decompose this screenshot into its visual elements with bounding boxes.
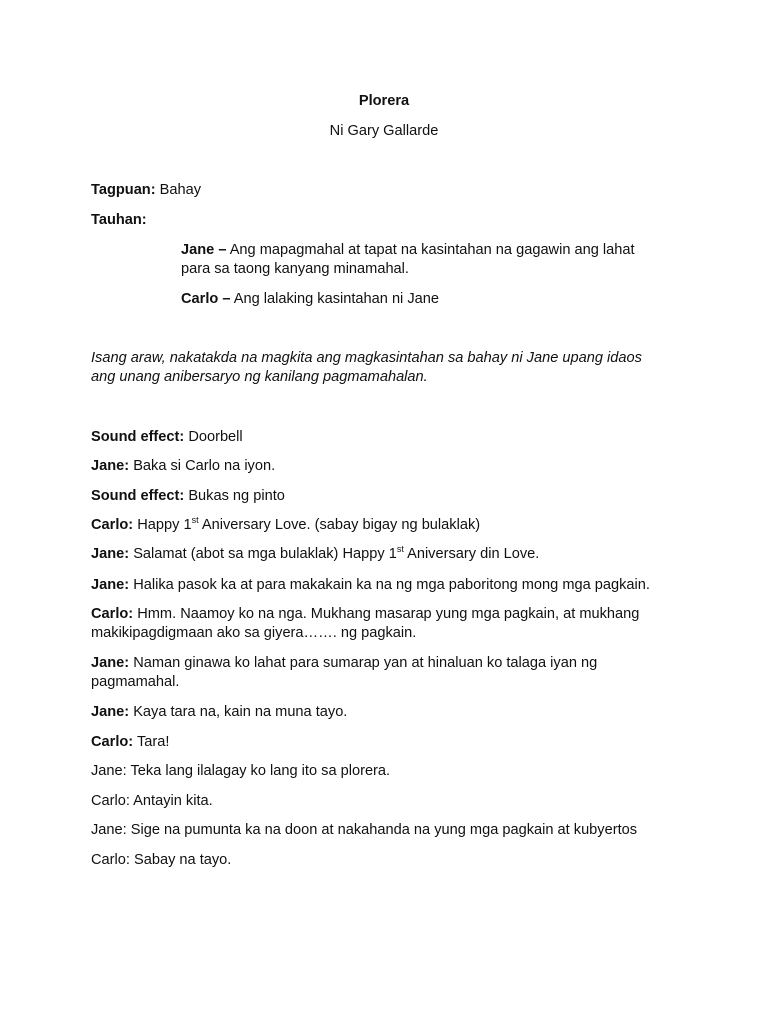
character-name: Jane – bbox=[181, 242, 227, 258]
dialogue-line: Jane: Sige na pumunta ka na doon at nakahanda na yung mga pagkain at kubyertos bbox=[91, 822, 638, 838]
author: Ni Gary Gallarde bbox=[329, 123, 439, 139]
character-carlo bbox=[181, 290, 439, 309]
character-description: Ang mapagmahal at tapat na kasintahan na gagawin ang lahat bbox=[229, 242, 635, 258]
dialogue-line: Carlo: Happy 1st Aniversary Love. (sabay bigay ng bulaklak) bbox=[91, 515, 481, 533]
setting-label: Tagpuan: bbox=[91, 182, 156, 198]
dialogue-line: Sound effect: Bukas ng pinto bbox=[91, 488, 285, 504]
dialogue-line-cont: makikipagdigmaan ako sa giyera……. ng pagkain. bbox=[91, 625, 417, 641]
dialogue-line: Carlo: Hmm. Naamoy ko na nga. Mukhang masarap yung mga pagkain, at mukhang bbox=[91, 606, 640, 622]
character-jane bbox=[181, 241, 635, 260]
dialogue-line: Jane: Kaya tara na, kain na muna tayo. bbox=[91, 704, 348, 720]
dialogue-line: Jane: Baka si Carlo na iyon. bbox=[91, 458, 276, 474]
dialogue-line: Jane: Halika pasok ka at para makakain ka na ng mga paboritong mong mga pagkain. bbox=[91, 577, 650, 593]
dialogue-line: Carlo: Antayin kita. bbox=[91, 793, 213, 809]
setting-line bbox=[91, 181, 201, 200]
character-description-cont: para sa taong kanyang minamahal. bbox=[181, 261, 409, 277]
setting-value: Bahay bbox=[159, 182, 202, 198]
intro-line-1: Isang araw, nakatakda na magkita ang magkasintahan sa bahay ni Jane upang idaos bbox=[91, 350, 642, 366]
character-description: Ang lalaking kasintahan ni Jane bbox=[233, 291, 440, 307]
character-name: Carlo – bbox=[181, 291, 231, 307]
dialogue-line: Jane: Salamat (abot sa mga bulaklak) Happy 1st Aniversary din Love. bbox=[91, 544, 540, 562]
dialogue-line: Carlo: Sabay na tayo. bbox=[91, 852, 232, 868]
dialogue-line: Jane: Teka lang ilalagay ko lang ito sa plorera. bbox=[91, 763, 391, 779]
characters-label: Tauhan: bbox=[91, 212, 147, 228]
dialogue-line: Sound effect: Doorbell bbox=[91, 429, 243, 445]
intro-line-2: ang unang anibersaryo ng kanilang pagmamahalan. bbox=[91, 369, 428, 385]
dialogue-line: Jane: Naman ginawa ko lahat para sumarap yan at hinaluan ko talaga iyan ng bbox=[91, 655, 598, 671]
dialogue-line: Carlo: Tara! bbox=[91, 734, 170, 750]
dialogue-line-cont: pagmamahal. bbox=[91, 674, 180, 690]
title: Plorera bbox=[358, 93, 410, 109]
